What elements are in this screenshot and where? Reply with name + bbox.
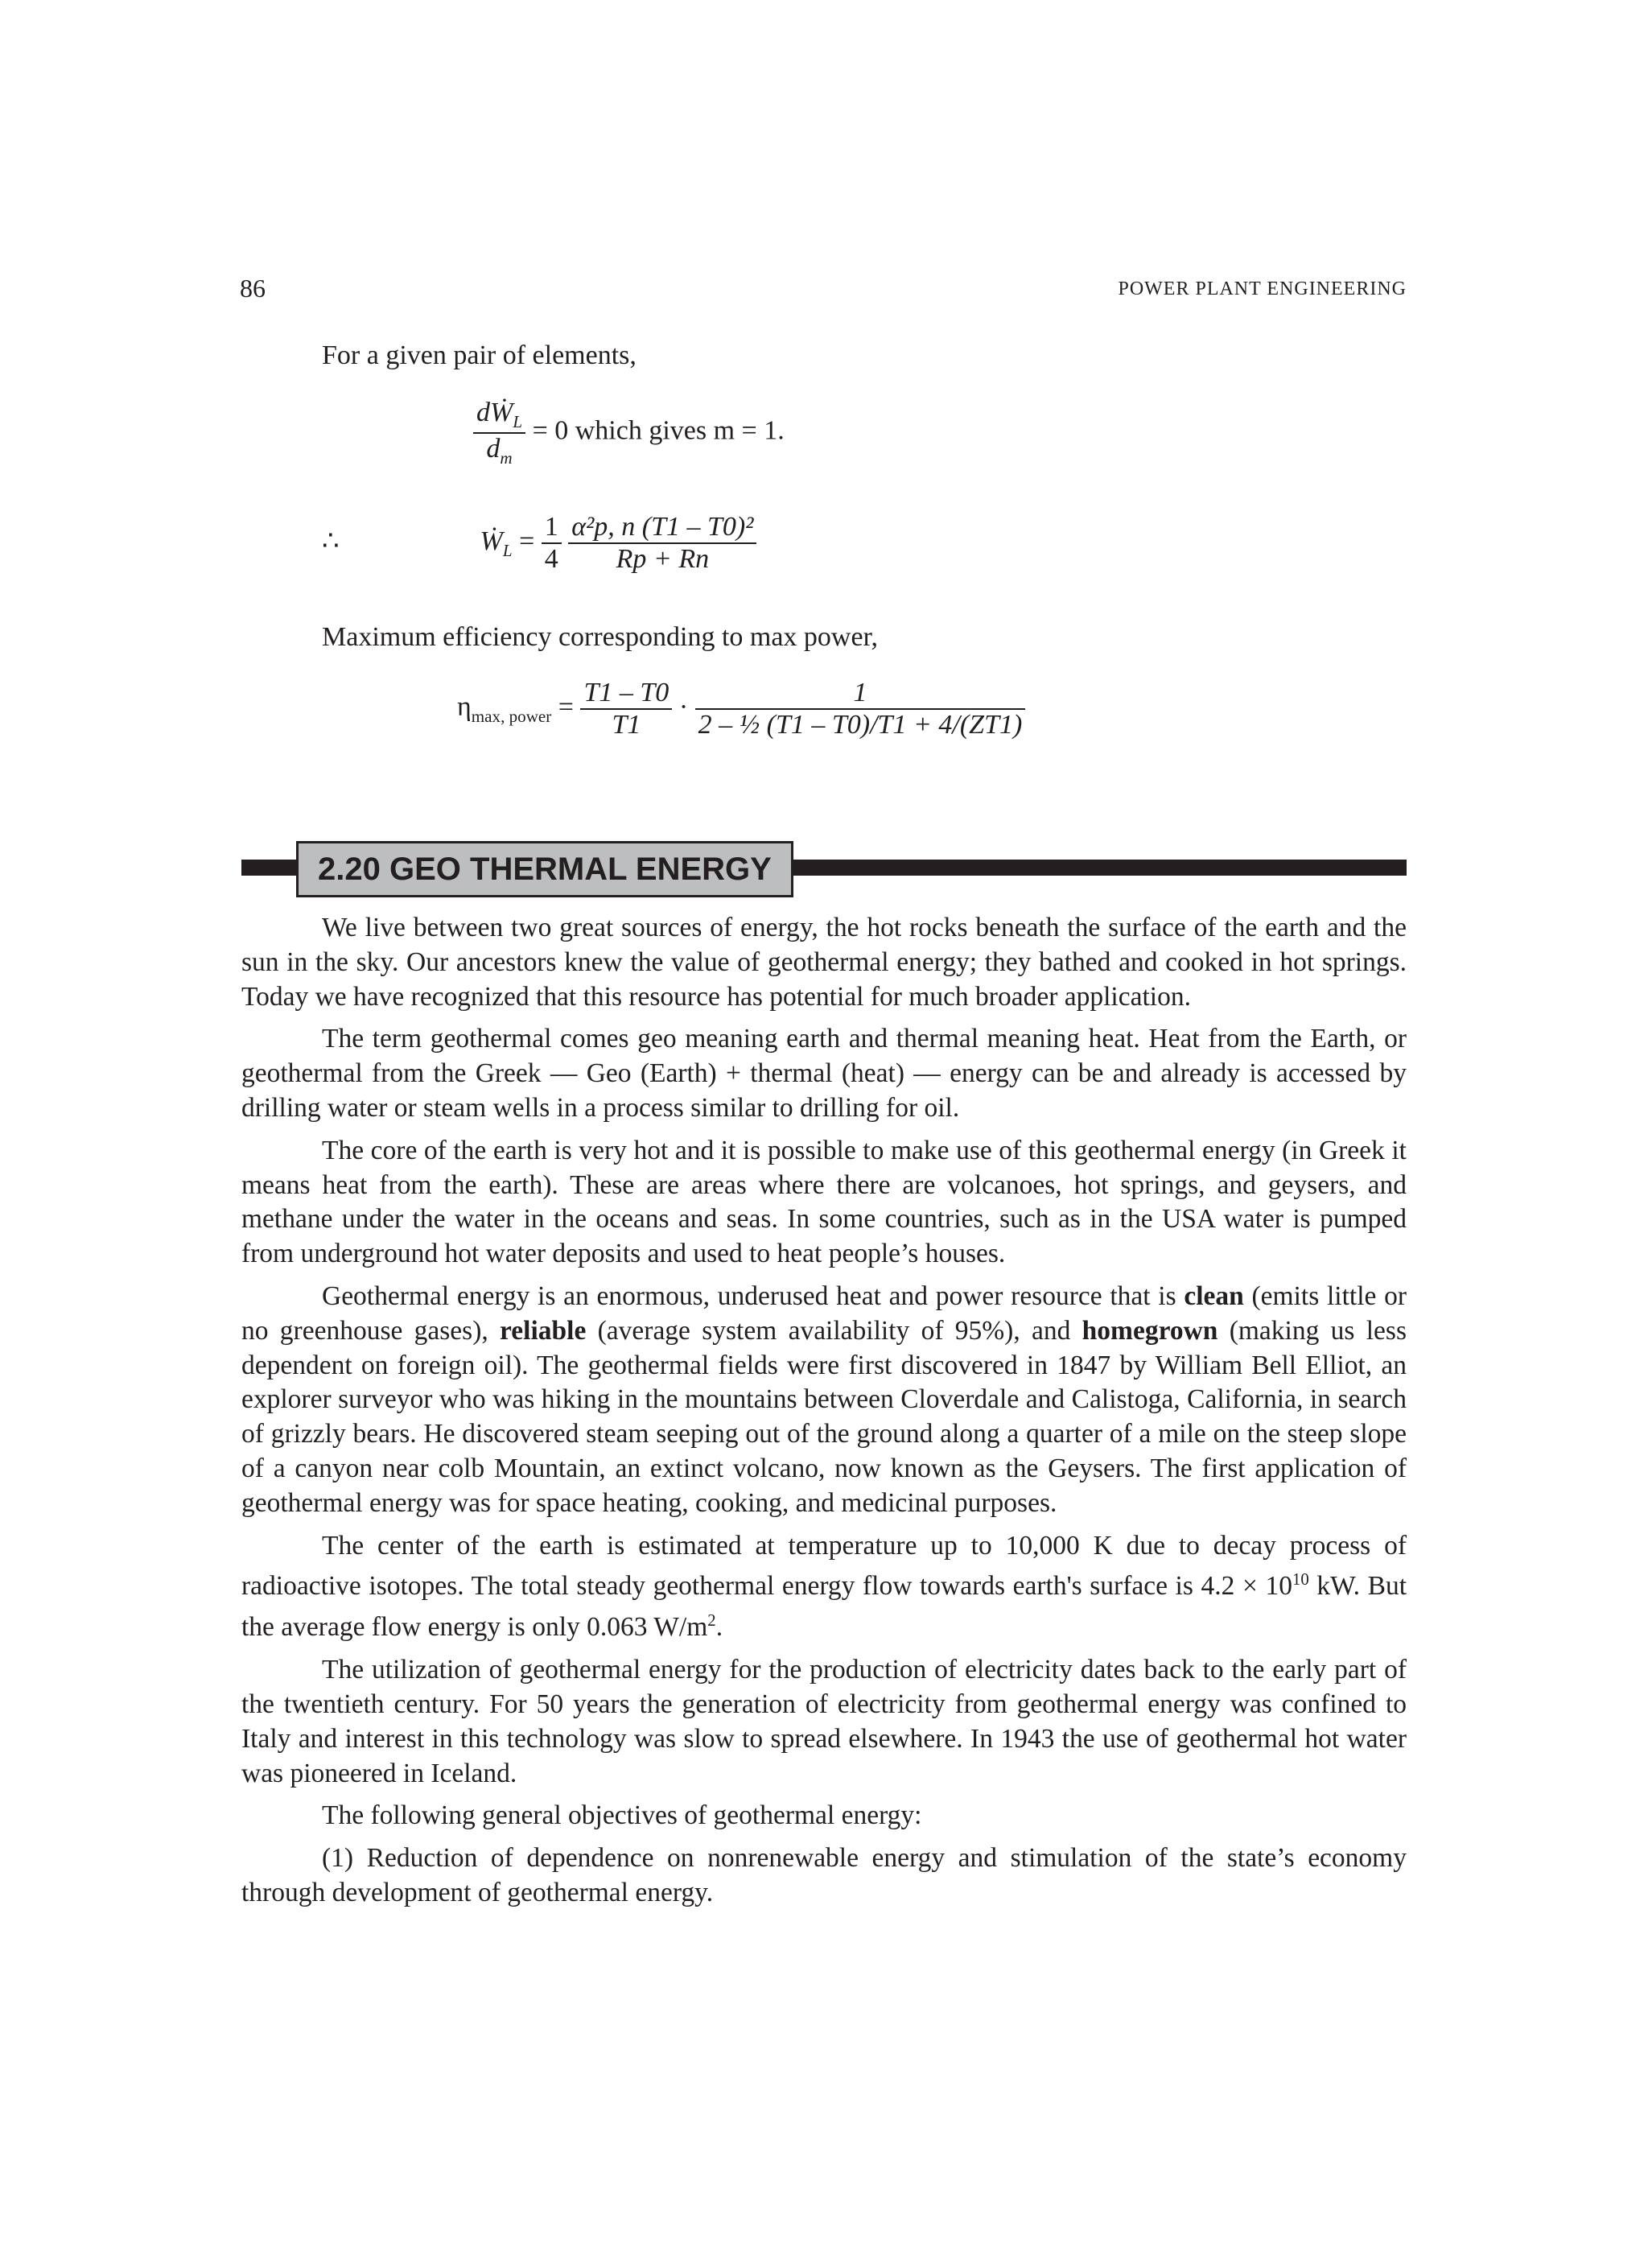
therefore-symbol: ∴ [322, 526, 340, 556]
coef-den: 4 [544, 544, 558, 574]
eq2-lhs [480, 526, 513, 560]
equals-sign: = [558, 691, 581, 722]
text-run: (making us less dependent on foreign oil). The geothermal fields were first discovered in 1847 by William Bell Elliot, an explorer surveyor who was hiking in the mountains between Cloverdale and Calistoga, California, in search of grizzly bears. He discovered steam seeping out of the ground along a quarter of a mile on the steep slope of a canyon near colb Mountain, an extinct volcano, now known as the Geysers. The first application of geothermal energy was for space heating, cooking, and medicinal purposes. [241, 1315, 1407, 1518]
eq1-rest: = 0 which gives m = 1. [532, 415, 785, 446]
paragraph: The following general objectives of geothermal energy: [322, 1800, 922, 1831]
section-heading [296, 841, 793, 897]
efficiency-fraction-2 [695, 678, 1026, 740]
fraction-denominator [473, 434, 525, 468]
eq1-den-sub: m [500, 447, 513, 468]
paragraph: The core of the earth is very hot and it is possible to make use of this geothermal energy (in Greek it means heat from the earth). These are areas where there are volcanoes, hot springs, and geysers, and methane under the water in the oceans and seas. In some countries, such as in the USA water is pumped from underground hot water deposits and used to heat people’s houses. [241, 1135, 1407, 1269]
paragraph: The term geothermal comes geo meaning earth and thermal meaning heat. Heat from the Earth, or geothermal from the Greek — Geo (Earth) + thermal (heat) — energy can be and already is accessed by drilling water or steam wells in a process similar to drilling for oil. [241, 1024, 1407, 1123]
section-body [241, 911, 1407, 1919]
derivative-fraction [473, 398, 525, 468]
eq2-lhs-symbol: Ẇ [480, 526, 503, 556]
eq2-lhs-sub: L [502, 540, 513, 560]
section-number: 2.20 [318, 852, 381, 887]
text-run: The center of the earth is estimated at temperature up to 10,000 K due to decay process of radioactive isotopes. The total steady geothermal energy flow towards earth's surface is 4.2 × 10 [241, 1530, 1407, 1602]
paragraph: We live between two great sources of energy, the hot rocks beneath the surface of the earth and the sun in the sky. Our ancestors knew the value of geothermal energy; they bathed and cooked in hot springs. Today we have recognized that this resource has potential for much broader application. [241, 913, 1407, 1012]
paragraph: The utilization of geothermal energy for the production of electricity dates back to the early part of the twentieth century. For 50 years the generation of electricity from geothermal energy was confined to Italy and interest in this technology was slow to spread elsewhere. In 1943 the use of geothermal hot water was pioneered in Iceland. [241, 1655, 1407, 1788]
power-fraction [568, 512, 756, 575]
eq1-num: dẆ [476, 398, 513, 427]
efficiency-fraction-1 [580, 678, 672, 740]
max-efficiency-text: Maximum efficiency corresponding to max power, [322, 622, 879, 652]
equation-efficiency [457, 678, 1025, 740]
equals-sign: = [519, 526, 542, 556]
bold-term: reliable [500, 1315, 587, 1346]
paragraph [241, 1529, 1407, 1646]
text-run: Geothermal energy is an enormous, underused heat and power resource that is [322, 1280, 1184, 1311]
f2-num: 1 [695, 678, 1026, 710]
f1-num: T1 – T0 [580, 678, 672, 710]
section-title: GEO THERMAL ENERGY [389, 852, 772, 887]
text-run: kW. But the average flow energy is only 0.063 W/m [241, 1571, 1407, 1643]
equation-power [322, 512, 756, 575]
page-number: 86 [240, 274, 266, 303]
fraction-numerator [473, 398, 525, 434]
superscript: 10 [1292, 1570, 1309, 1590]
paragraph: (1) Reduction of dependence on nonrenewable energy and stimulation of the state’s economy through development of geothermal energy. [241, 1843, 1407, 1908]
coefficient-fraction [542, 512, 562, 575]
f2-den: 2 – ½ (T1 – T0)/T1 + 4/(ZT1) [698, 710, 1023, 740]
superscript: 2 [707, 1611, 716, 1631]
power-num: α²p, n (T1 – T0)² [568, 512, 756, 544]
dot-operator: · [678, 691, 695, 722]
bold-term: clean [1184, 1280, 1244, 1311]
text-run: (emits little or no greenhouse gases), [241, 1280, 1407, 1346]
running-head: POWER PLANT ENGINEERING [1118, 278, 1407, 299]
paragraph [241, 1280, 1407, 1521]
f1-den: T1 [612, 710, 641, 740]
eq1-den: d [486, 433, 501, 464]
eta-sub: max, power [471, 706, 552, 726]
intro-text: For a given pair of elements, [322, 340, 637, 370]
eq3-lhs [457, 691, 552, 726]
power-den: Rp + Rn [616, 544, 710, 574]
bold-term: homegrown [1082, 1315, 1218, 1346]
eta-symbol: η [457, 691, 472, 722]
equation-derivative [473, 398, 785, 468]
eq1-num-sub: L [513, 411, 523, 431]
text-run: (average system availability of 95%), and [586, 1315, 1082, 1346]
coef-num: 1 [542, 512, 562, 544]
text-run: . [715, 1612, 723, 1643]
